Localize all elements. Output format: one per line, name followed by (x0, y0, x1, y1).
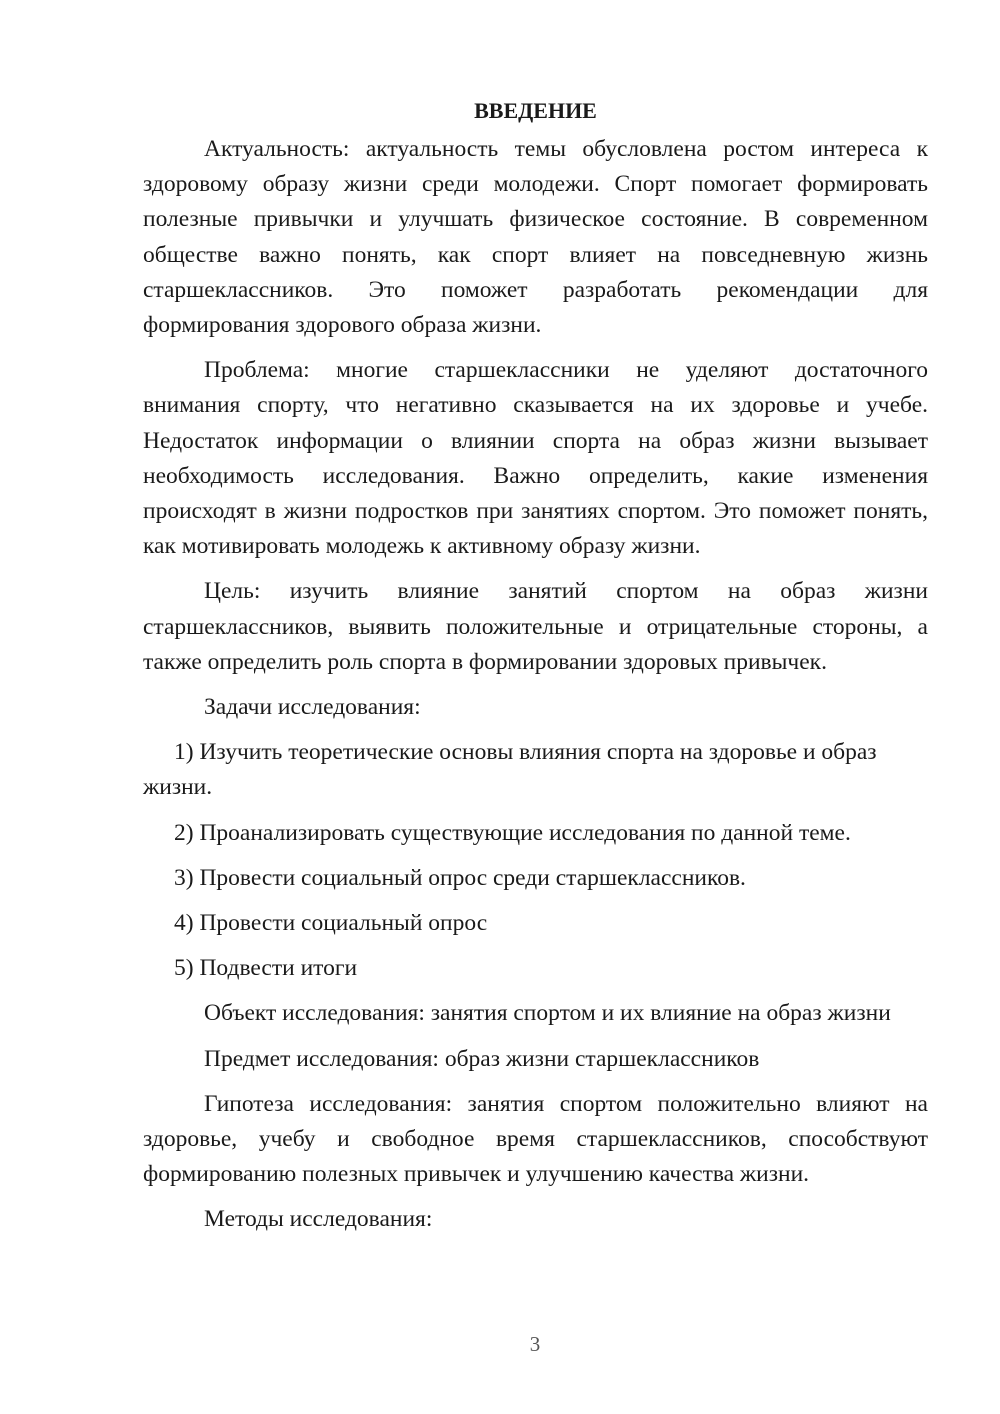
hypothesis-paragraph: Гипотеза исследования: занятия спортом положительно влияют на здоровье, учебу и свободное время старшеклассников, способствуют формированию полезных привычек и улучшению качества жизни. (143, 1090, 928, 1188)
problem-paragraph: Проблема: многие старшеклассники не уделяют достаточного внимания спорту, что негативно сказывается на их здоровье и учебе. Недостаток информации о влиянии спорта на образ жизни вызывает необходимость исследования. Важно определить, какие изменения происходят в жизни подростков при занятиях спортом. Это поможет понять, как мотивировать молодежь к активному образу жизни. (143, 357, 928, 560)
relevance-paragraph: Актуальность: актуальность темы обусловлена ростом интереса к здоровому образу жизни среди молодежи. Спорт помогает формировать полезные привычки и улучшать физическое состояние. В современном обществе важно понять, как спорт влияет на повседневную жизнь старшеклассников. Это поможет разработать рекомендации для формирования здорового образа жизни. (143, 136, 928, 339)
page-number: 3 (529, 1332, 541, 1356)
goal-paragraph: Цель: изучить влияние занятий спортом на образ жизни старшеклассников, выявить положительные и отрицательные стороны, а также определить роль спорта в формировании здоровых привычек. (143, 578, 928, 675)
tasks-title: Задачи исследования: (204, 694, 421, 721)
task-item-1: 1) Изучить теоретические основы влияния спорта на здоровье и образ жизни. (143, 739, 877, 801)
task-item-2: 2) Проанализировать существующие исследования по данной теме. (174, 819, 851, 846)
task-item-3: 3) Провести социальный опрос среди старшеклассников. (174, 864, 746, 891)
task-item-5: 5) Подвести итоги (174, 955, 358, 982)
object-paragraph: Объект исследования: занятия спортом и их влияние на образ жизни (204, 1000, 891, 1027)
section-heading: ВВЕДЕНИЕ (474, 98, 597, 123)
page-content (143, 94, 928, 1248)
methods-title: Методы исследования: (204, 1206, 433, 1233)
subject-paragraph: Предмет исследования: образ жизни старшеклассников (204, 1045, 760, 1072)
task-item-4: 4) Провести социальный опрос (174, 910, 488, 937)
